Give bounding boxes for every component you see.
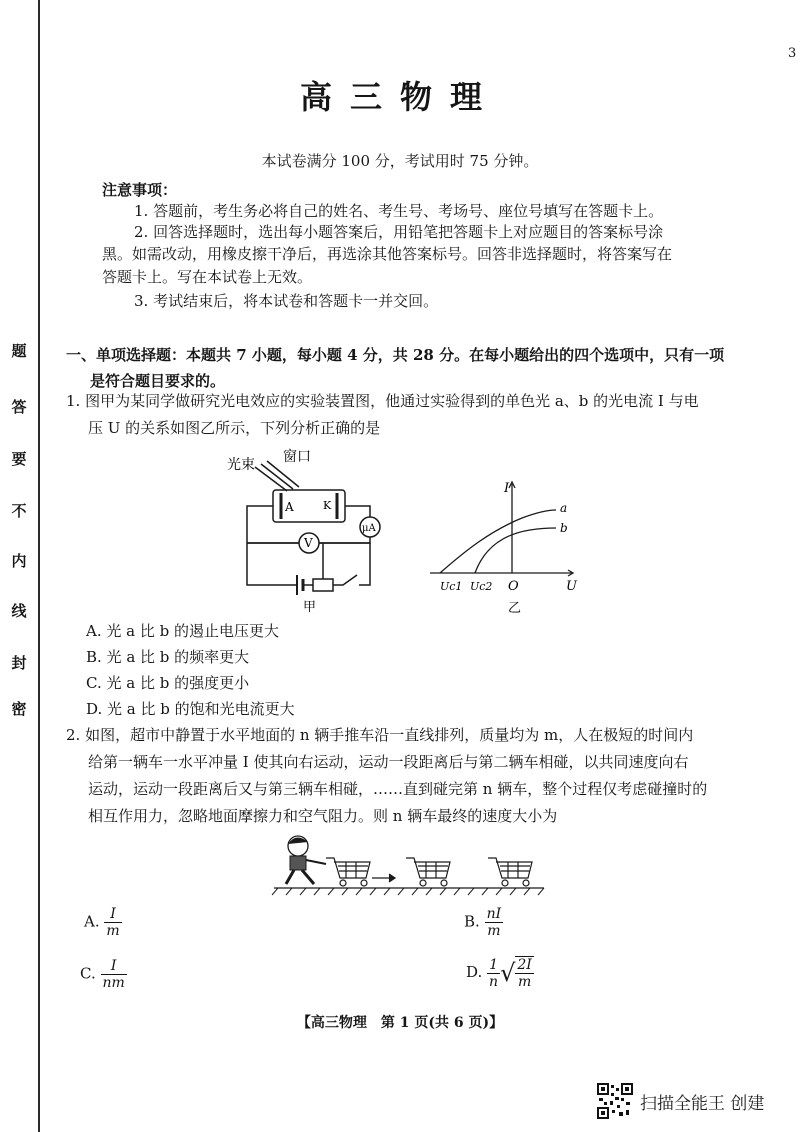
binding-char: 密 [11, 700, 27, 718]
label-cathode: K [323, 499, 332, 512]
light-beam [255, 467, 287, 491]
binding-notice [6, 340, 32, 730]
binding-char: 线 [11, 602, 27, 620]
notice-line: 3. 考试结束后，将本试卷和答题卡一并交回。 [134, 292, 439, 310]
label-u: U [566, 579, 577, 594]
cart-3 [488, 858, 532, 886]
q2-option-b [464, 906, 503, 939]
label-a: a [560, 501, 568, 515]
q2-stem-line: 相互作用力，忽略地面摩擦力和空气阻力。则 n 辆车最终的速度大小为 [88, 807, 558, 825]
fraction [487, 957, 500, 990]
label-beam: 光束 [227, 457, 255, 473]
exam-subtitle: 本试卷满分 100 分，考试用时 75 分钟。 [261, 152, 539, 170]
q2-option-d [466, 956, 534, 990]
label-origin: O [508, 579, 519, 594]
binding-char: 答 [11, 398, 27, 416]
label-microammeter: μA [362, 523, 376, 534]
option-letter: D. [466, 963, 483, 981]
denominator: m [106, 923, 120, 939]
binding-char: 题 [11, 342, 27, 360]
numerator: I [104, 906, 121, 923]
section-heading [66, 342, 724, 394]
binding-char: 封 [11, 654, 27, 672]
denominator: m [487, 923, 501, 939]
sqrt-sign: √ [500, 959, 516, 987]
numerator: 2I [517, 957, 532, 973]
notice-heading: 注意事项： [102, 181, 178, 199]
numerator: I [101, 958, 127, 975]
section-heading-line: 是符合题目要求的。 [90, 372, 226, 390]
q1-option-b: B. 光 a 比 b 的频率更大 [86, 648, 250, 666]
numerator: nI [486, 906, 502, 922]
q2-option-c [80, 958, 127, 991]
binding-char: 不 [11, 502, 27, 520]
notice-line: 1. 答题前，考生务必将自己的姓名、考生号、考场号、座位号填写在答题卡上。 [134, 202, 664, 220]
label-anode: A [285, 500, 294, 514]
fraction [485, 906, 504, 939]
q1-option-a: A. 光 a 比 b 的遏止电压更大 [86, 622, 279, 640]
q1-option-d: D. 光 a 比 b 的饱和光电流更大 [86, 700, 295, 718]
notice-line: 2. 回答选择题时，选出每小题答案后，用铅笔把答题卡上对应题目的答案标号涂 [134, 223, 664, 241]
binding-char: 要 [11, 450, 27, 468]
q2-stem-line: 给第一辆车一水平冲量 I 使其向右运动，运动一段距离后与第二辆车相碰，以共同速度向右 [88, 753, 689, 771]
section-heading-line: 一、单项选择题：本题共 7 小题，每小题 4 分，共 28 分。在每小题给出的四个选项中，只有一项 [66, 346, 725, 364]
phototube [273, 490, 345, 522]
numerator: 1 [487, 957, 500, 974]
qr-code-icon [597, 1083, 633, 1119]
figure-jia [225, 445, 395, 615]
caption-jia: 甲 [303, 600, 317, 615]
label-window: 窗口 [283, 449, 311, 465]
label-uc2: Uc2 [470, 580, 493, 593]
rheostat [313, 579, 333, 591]
boy-pushing-cart [286, 836, 326, 884]
notice-line: 答题卡上。写在本试卷上无效。 [102, 268, 313, 286]
q1-option-c: C. 光 a 比 b 的强度更小 [86, 674, 250, 692]
option-letter: A. [84, 912, 100, 931]
denominator: m [517, 974, 532, 990]
q1-stem-line: 压 U 的关系如图乙所示，下列分析正确的是 [88, 419, 381, 437]
figure-carts [268, 828, 548, 898]
corner-mark: 3 [788, 46, 797, 61]
cart-1 [326, 858, 370, 886]
cart-2 [406, 858, 450, 886]
fraction [104, 906, 121, 939]
binding-char: 内 [11, 552, 27, 570]
denominator: n [489, 973, 499, 990]
label-uc1: Uc1 [440, 580, 463, 593]
figure-yi [430, 476, 585, 616]
exam-title: 高三物理 [299, 78, 500, 116]
q1-stem-line: 1. 图甲为某同学做研究光电效应的实验装置图，他通过实验得到的单色光 a、b 的光电流 I 与电 [66, 392, 699, 410]
notice-line: 黑。如需改动，用橡皮擦干净后，再选涂其他答案标号。回答非选择题时，将答案写在 [102, 245, 673, 263]
caption-yi: 乙 [508, 601, 522, 616]
scanner-watermark: 扫描全能王 创建 [640, 1094, 765, 1114]
q2-stem-line: 运动，运动一段距离后又与第三辆车相碰，……直到碰完第 n 辆车，整个过程仅考虑碰撞时的 [88, 780, 708, 798]
radicand-fraction [515, 956, 533, 990]
curve-b [475, 528, 556, 573]
page-footer: 【高三物理 第 1 页(共 6 页)】 [296, 1015, 504, 1031]
denominator: nm [102, 975, 125, 991]
label-voltmeter: V [304, 536, 313, 550]
option-letter: C. [80, 964, 96, 983]
label-i: I [504, 481, 510, 496]
fraction [101, 958, 127, 991]
q2-option-a [84, 906, 122, 939]
label-b: b [560, 521, 568, 535]
q2-stem-line: 2. 如图，超市中静置于水平地面的 n 辆手推车沿一直线排列，质量均为 m，人在极短的时间内 [66, 726, 694, 744]
option-letter: B. [464, 912, 480, 931]
